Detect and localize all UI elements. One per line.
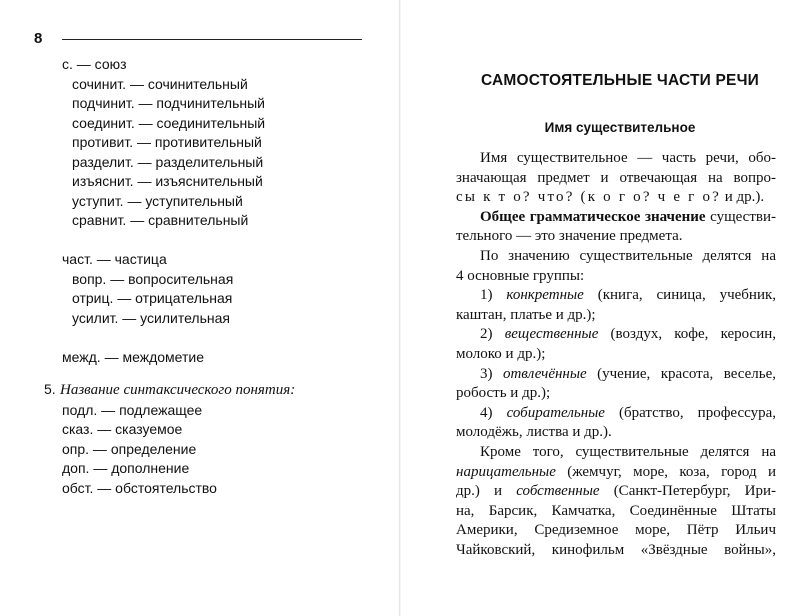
text-line: каштан, платье и др.); (456, 306, 596, 323)
abbr-group-particle (60, 250, 380, 328)
item-number: 1) (480, 287, 507, 304)
text-line: значающая предмет и отвечающая на вопро- (456, 169, 776, 186)
chapter-title: САМОСТОЯТЕЛЬНЫЕ ЧАСТИ РЕЧИ (480, 72, 760, 89)
question-words: сы к т о? что? (к о г о? ч е г о? (456, 189, 721, 206)
text-line (456, 482, 776, 502)
text-line: Америки, Средиземное море, Пётр Ильич (456, 522, 776, 539)
text-line: Имя существительное — часть речи, обо- (480, 150, 776, 166)
abbr-item: сказ. — сказуемое (62, 421, 183, 437)
term-italic: конкретные (506, 287, 584, 304)
text-line (456, 404, 776, 424)
text-fragment: и др.). (721, 189, 765, 206)
abbr-item: сочинит. — сочинительный (72, 75, 248, 92)
abbr-item: опр. — определение (62, 440, 197, 457)
abbr-item: подчинит. — подчинительный (72, 95, 265, 111)
group-item (456, 365, 776, 404)
abbr-item: доп. — дополнение (62, 460, 190, 476)
text-fragment: др.) и (456, 483, 517, 500)
abbr-group-interjection (60, 348, 380, 368)
abbr-item: обст. — обстоятельство (62, 479, 217, 496)
header-rule (62, 39, 362, 40)
paragraph (456, 247, 776, 286)
text-line: Кроме того, существительные делятся на (480, 443, 776, 460)
section-number: 5. (44, 381, 56, 397)
text-line: тельного — это значение предмета. (456, 228, 683, 245)
right-page (400, 0, 800, 616)
text-line (456, 463, 776, 483)
section-heading (44, 380, 374, 401)
text-line: Чайковский, кинофильм «Звёздные войны», (456, 541, 776, 558)
text-line (456, 325, 776, 345)
text-fragment: (Санкт-Петербург, Ири- (599, 483, 777, 500)
abbr-item: изъяснит. — изъяснительный (72, 173, 263, 189)
syntax-abbreviations (44, 380, 374, 498)
text-line: 4 основные группы: (456, 267, 585, 284)
text-line: молодёжь, листва и др.). (456, 424, 612, 441)
term-italic: собирательные (506, 404, 605, 421)
text-line: робость и др.); (456, 385, 551, 402)
text-fragment: (братство, профессура, (604, 404, 776, 421)
paragraph (456, 443, 776, 561)
item-number: 2) (480, 326, 505, 343)
abbr-group-head: с. — союз (62, 56, 127, 72)
abbr-group-head: межд. — междометие (62, 348, 204, 365)
abbreviation-list (60, 55, 380, 367)
abbr-group-head: част. — частица (62, 251, 167, 267)
text-line: По значению существительные делятся на (480, 247, 776, 264)
abbr-group-conjunction (60, 55, 380, 231)
text-line: молоко и др.); (456, 345, 546, 362)
text-line (456, 365, 776, 385)
text-fragment: (воздух, кофе, керосин, (598, 326, 776, 343)
section-title: Имя существительное (544, 120, 696, 135)
abbr-item: подл. — подлежащее (62, 401, 203, 418)
abbr-item: разделит. — разделительный (72, 153, 264, 170)
abbr-item: соединит. — соединительный (72, 114, 266, 131)
text-line: на, Барсик, Камчатка, Соединённые Штаты (456, 502, 776, 519)
item-number: 4) (480, 404, 507, 421)
section-title: Название синтаксического понятия: (60, 382, 296, 398)
text-fragment: (жемчуг, море, коза, город и (555, 463, 776, 480)
text-fragment: существи- (705, 208, 776, 225)
paragraph (456, 149, 776, 208)
item-number: 3) (480, 365, 503, 382)
term-bold: Общее грамматическое значение (480, 208, 706, 225)
abbr-item: противит. — противительный (72, 134, 262, 150)
abbr-item: отриц. — отрицательная (72, 290, 233, 306)
term-italic: вещественные (504, 326, 599, 343)
abbr-item: уступит. — уступительный (72, 192, 243, 209)
text-fragment: (книга, синица, учебник, (583, 287, 777, 304)
paragraph (456, 208, 776, 247)
group-item (456, 286, 776, 325)
page-number: 8 (34, 30, 43, 47)
group-item (456, 404, 776, 443)
text-fragment: (учение, красота, веселье, (586, 365, 777, 382)
abbr-item: сравнит. — сравнительный (72, 212, 249, 228)
term-italic: собственные (516, 483, 600, 500)
term-italic: отвлечённые (502, 365, 587, 382)
term-italic: нарицательные (456, 463, 556, 480)
text-line (456, 188, 776, 208)
abbr-item: вопр. — вопросительная (72, 270, 234, 287)
text-line (456, 286, 776, 306)
text-line (456, 208, 776, 228)
abbr-item: усилит. — усилительная (72, 309, 230, 326)
body-text (456, 149, 776, 560)
group-item (456, 325, 776, 364)
